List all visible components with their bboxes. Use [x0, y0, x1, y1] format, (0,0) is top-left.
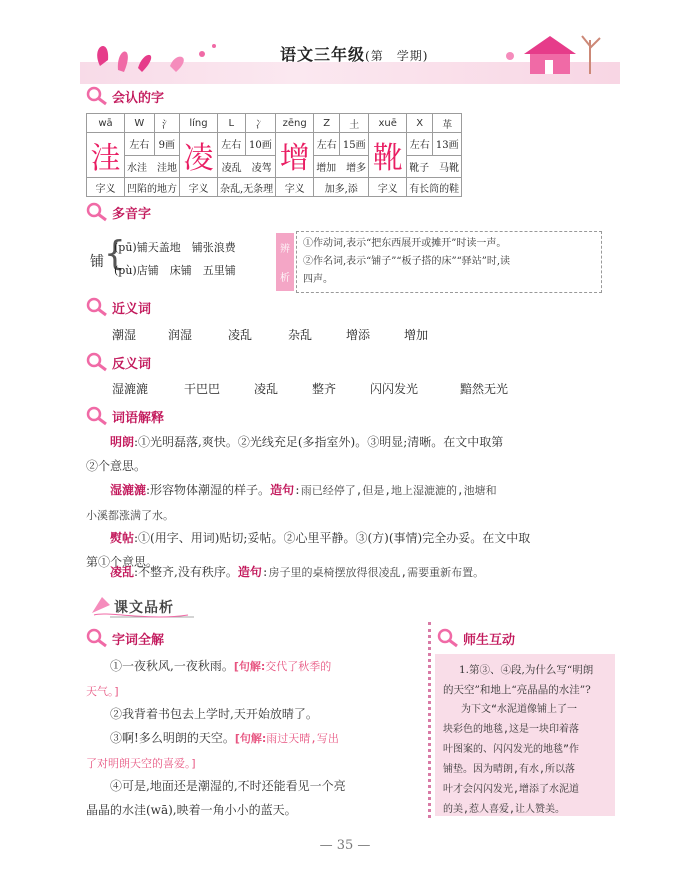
structure-cell: 左右	[407, 133, 433, 156]
stroke-count-cell: 15画	[340, 133, 369, 156]
polyphone-block	[90, 234, 610, 297]
pinyin-cell: líng	[180, 114, 218, 133]
section-antonyms: 反义词	[86, 352, 151, 372]
synonym-list	[112, 326, 462, 343]
meaning-label-cell: 字义	[180, 178, 218, 197]
interaction-panel	[428, 622, 614, 818]
character-table	[86, 113, 462, 197]
structure-cell: 左右	[218, 133, 246, 156]
magnifier-icon	[437, 628, 459, 648]
reading-2: (pù)店铺 床铺 五里铺	[114, 264, 236, 277]
structure-cell: 左右	[125, 133, 155, 156]
section-recognize: 会认的字	[86, 86, 164, 106]
char-cell: 洼	[87, 133, 125, 178]
words-cell: 凌乱 凌驾	[218, 155, 276, 178]
magnifier-icon	[86, 352, 108, 372]
interaction-header: 师生互动	[437, 628, 515, 648]
meaning-cell: 凹陷的地方	[125, 178, 180, 197]
radical-cell: Z	[314, 114, 340, 133]
explanation-shilulu: 湿漉漉:形容物体潮湿的样子。造句:雨已经停了,但是,地上湿漉漉的,池塘和 小溪都涨满了水。	[86, 483, 497, 522]
meaning-cell: 有长筒的鞋	[407, 178, 462, 197]
list-item: 增加	[404, 328, 429, 342]
polyphone-char: 铺	[90, 254, 104, 270]
list-item: 干巴巴	[184, 382, 221, 396]
stroke-count-cell: 10画	[245, 133, 276, 156]
list-item: 润湿	[168, 328, 193, 342]
pinyin-cell: xuē	[369, 114, 407, 133]
radical-cell: L	[218, 114, 246, 133]
char-cell: 增	[276, 133, 314, 178]
house-decoration-icon	[490, 26, 620, 84]
interaction-box: 1.第③、④段,为什么写“明朗 的天空”和地上“亮晶晶的水洼”? 为下文“水泥道像铺上了一 块彩色的地毯,这是一块印着落 叶图案的、闪闪发光的地毯”作 铺垫。因为晴朗,有水,所以落 叶才会闪闪发光,增添了水泥道 的美,惹人喜爱,让人赞美。	[435, 654, 615, 816]
lesson-banner: 课文品析	[88, 593, 196, 621]
passage-para-4: ④可是,地面还是潮湿的,不时还能看见一个亮 晶晶的水洼(wā),映着一角小小的蓝天。	[86, 779, 346, 817]
list-item: 湿漉漉	[112, 382, 149, 396]
radical-cell: X	[407, 114, 433, 133]
section-synonyms: 近义词	[86, 297, 151, 317]
char-cell: 凌	[180, 133, 218, 178]
component-cell: 土	[340, 114, 369, 133]
list-item: 杂乱	[288, 328, 313, 342]
brace-icon: {	[104, 234, 126, 274]
section-polyphone: 多音字	[86, 202, 151, 222]
magnifier-icon	[86, 297, 108, 317]
words-cell: 水洼 洼地	[125, 155, 180, 178]
magnifier-icon	[86, 86, 108, 106]
radical-cell: W	[125, 114, 155, 133]
list-item: 凌乱	[228, 328, 253, 342]
meaning-label-cell: 字义	[369, 178, 407, 197]
pinyin-cell: zēng	[276, 114, 314, 133]
list-item: 闪闪发光	[370, 382, 419, 396]
pinyin-cell: wā	[87, 114, 125, 133]
page-number: — 35 —	[319, 838, 371, 853]
list-item: 整齐	[312, 382, 337, 396]
list-item: 潮湿	[112, 328, 137, 342]
component-cell: 革	[433, 114, 462, 133]
stroke-count-cell: 9画	[154, 133, 179, 156]
list-item: 增添	[346, 328, 371, 342]
structure-cell: 左右	[314, 133, 340, 156]
passage-para-1: ①一夜秋风,一夜秋雨。[句解:交代了秋季的 天气。]	[86, 659, 332, 698]
passage-para-3: ③啊!多么明朗的天空。[句解:雨过天晴,写出 了对明朗天空的喜爱。]	[86, 731, 339, 770]
antonym-list	[112, 380, 540, 397]
passage-para-2: ②我背着书包去上学时,天开始放晴了。	[110, 707, 318, 721]
meaning-cell: 加多,添	[314, 178, 369, 197]
meaning-label-cell: 字义	[87, 178, 125, 197]
explanation-yuntie: 熨帖:①(用字、用词)贴切;妥帖。②心里平静。③(方)(事情)完全办妥。在文中取 第①个意思。	[86, 531, 531, 569]
meaning-label-cell: 字义	[276, 178, 314, 197]
reading-1: (pū)铺天盖地 铺张浪费	[114, 241, 236, 254]
explanation-mingliang: 明朗:①光明磊落,爽快。②光线充足(多指室外)。③明显;清晰。在文中取第 ②个意思。	[86, 435, 504, 473]
stroke-count-cell: 13画	[433, 133, 462, 156]
list-item: 黯然无光	[460, 382, 509, 396]
magnifier-icon	[86, 406, 108, 426]
polyphone-note: ①作动词,表示“把东西展开或摊开”时读一声。 ②作名词,表示“铺子”“板子搭的床”“驿站”时,读 四声。	[296, 231, 602, 293]
analysis-tag: 辨 析	[276, 233, 294, 291]
magnifier-icon	[86, 202, 108, 222]
magnifier-icon	[86, 628, 108, 648]
section-word-analysis: 字词全解	[86, 628, 164, 648]
page-header	[80, 26, 620, 84]
words-cell: 增加 增多	[314, 155, 369, 178]
char-cell: 靴	[369, 133, 407, 178]
words-cell: 靴子 马靴	[407, 155, 462, 178]
list-item: 凌乱	[254, 382, 279, 396]
component-cell: 冫	[245, 114, 276, 133]
component-cell: 氵	[154, 114, 179, 133]
meaning-cell: 杂乱,无条理	[218, 178, 276, 197]
section-explanation: 词语解释	[86, 406, 164, 426]
explanation-lingluan: 凌乱:不整齐,没有秩序。造句:房子里的桌椅摆放得很凌乱,需要重新布置。	[110, 565, 485, 579]
flower-decoration-icon	[80, 26, 230, 84]
page-title: 语文三年级(第 学期)	[280, 45, 429, 64]
